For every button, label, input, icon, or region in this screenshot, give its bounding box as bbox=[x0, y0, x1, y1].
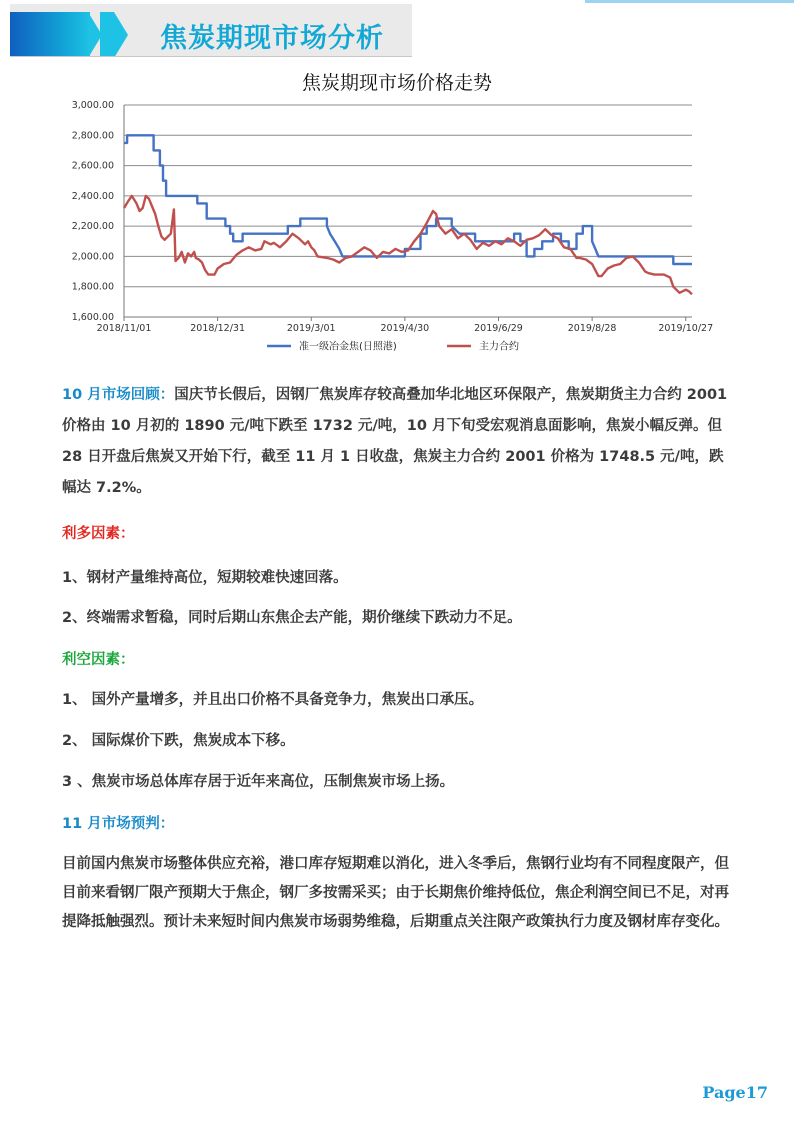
y-tick-label: 2,200.00 bbox=[71, 221, 114, 233]
forecast-text: 目前国内焦炭市场整体供应充裕，港口库存短期难以消化，进入冬季后，焦钢行业均有不同程度限产，但目前来看钢厂限产预期大于焦企，钢厂多按需采买；由于长期焦价维持低位，焦企利润空间已不足，对再提降抵触强烈。预计未来短时间内焦炭市场弱势维稳，后期重点关注限产政策执行力度及钢材库存变化。 bbox=[62, 856, 729, 930]
y-tick-label: 2,400.00 bbox=[71, 190, 114, 202]
header-underline bbox=[10, 56, 412, 57]
legend-label: 准一级冶金焦(日照港) bbox=[299, 341, 397, 353]
header-chevron-decoration bbox=[114, 12, 128, 56]
chart-title: 焦炭期现市场价格走势 bbox=[301, 72, 492, 94]
header-bar-decoration bbox=[10, 12, 90, 56]
legend-label: 主力合约 bbox=[479, 341, 519, 353]
bearish-item: 3 、焦炭市场总体库存居于近年来高位，压制焦炭市场上扬。 bbox=[62, 774, 455, 790]
page-number: Page17 bbox=[702, 1083, 768, 1102]
x-tick-label: 2019/6/29 bbox=[474, 323, 523, 334]
october-review bbox=[62, 380, 732, 504]
bearish-item: 1、 国外产量增多，并且出口价格不具备竞争力，焦炭出口承压。 bbox=[62, 692, 484, 708]
section-title: 焦炭期现市场分析 bbox=[160, 23, 384, 54]
x-tick-label: 2018/11/01 bbox=[96, 323, 152, 334]
bullish-item: 1、钢材产量维持高位，短期较难快速回落。 bbox=[62, 570, 348, 586]
section-header bbox=[10, 4, 412, 56]
header-band-decoration bbox=[100, 12, 114, 56]
x-tick-label: 2018/12/31 bbox=[190, 323, 246, 334]
series-line bbox=[124, 135, 692, 264]
y-tick-label: 2,800.00 bbox=[71, 130, 114, 142]
x-tick-label: 2019/4/30 bbox=[380, 323, 430, 334]
x-tick-label: 2019/3/01 bbox=[286, 323, 336, 334]
bullish-heading: 利多因素： bbox=[62, 526, 135, 542]
series-line bbox=[124, 196, 692, 294]
y-tick-label: 1,600.00 bbox=[71, 312, 114, 323]
review-text: 国庆节长假后，因钢厂焦炭库存较高叠加华北地区环保限产，焦炭期货主力合约 2001 价格由 10 月初的 1890 元/吨下跌至 1732 元/吨，10 月下旬受宏观消息面影响，焦炭小幅反弹。但 28 日开盘后焦炭又开始下行，截至 11 月 1 日收盘，焦炭主力合约 2001 价格为 1748.5 元/吨，跌幅达 7.2%。 bbox=[62, 387, 728, 496]
y-tick-label: 2,600.00 bbox=[71, 160, 114, 172]
y-tick-label: 1,800.00 bbox=[71, 281, 114, 293]
forecast-heading: 11 月市场预判： bbox=[62, 816, 175, 832]
x-tick-label: 2019/10/27 bbox=[658, 323, 714, 334]
bearish-item: 2、 国际煤价下跌，焦炭成本下移。 bbox=[62, 733, 295, 749]
x-tick-label: 2019/8/28 bbox=[567, 323, 617, 334]
y-tick-label: 3,000.00 bbox=[71, 100, 114, 111]
price-chart bbox=[0, 92, 794, 362]
top-accent-line bbox=[585, 0, 794, 3]
y-tick-label: 2,000.00 bbox=[71, 251, 114, 263]
review-lead: 10 月市场回顾： bbox=[62, 387, 175, 403]
bullish-item: 2、终端需求暂稳，同时后期山东焦企去产能，期价继续下跌动力不足。 bbox=[62, 610, 522, 626]
bearish-heading: 利空因素： bbox=[62, 652, 135, 668]
